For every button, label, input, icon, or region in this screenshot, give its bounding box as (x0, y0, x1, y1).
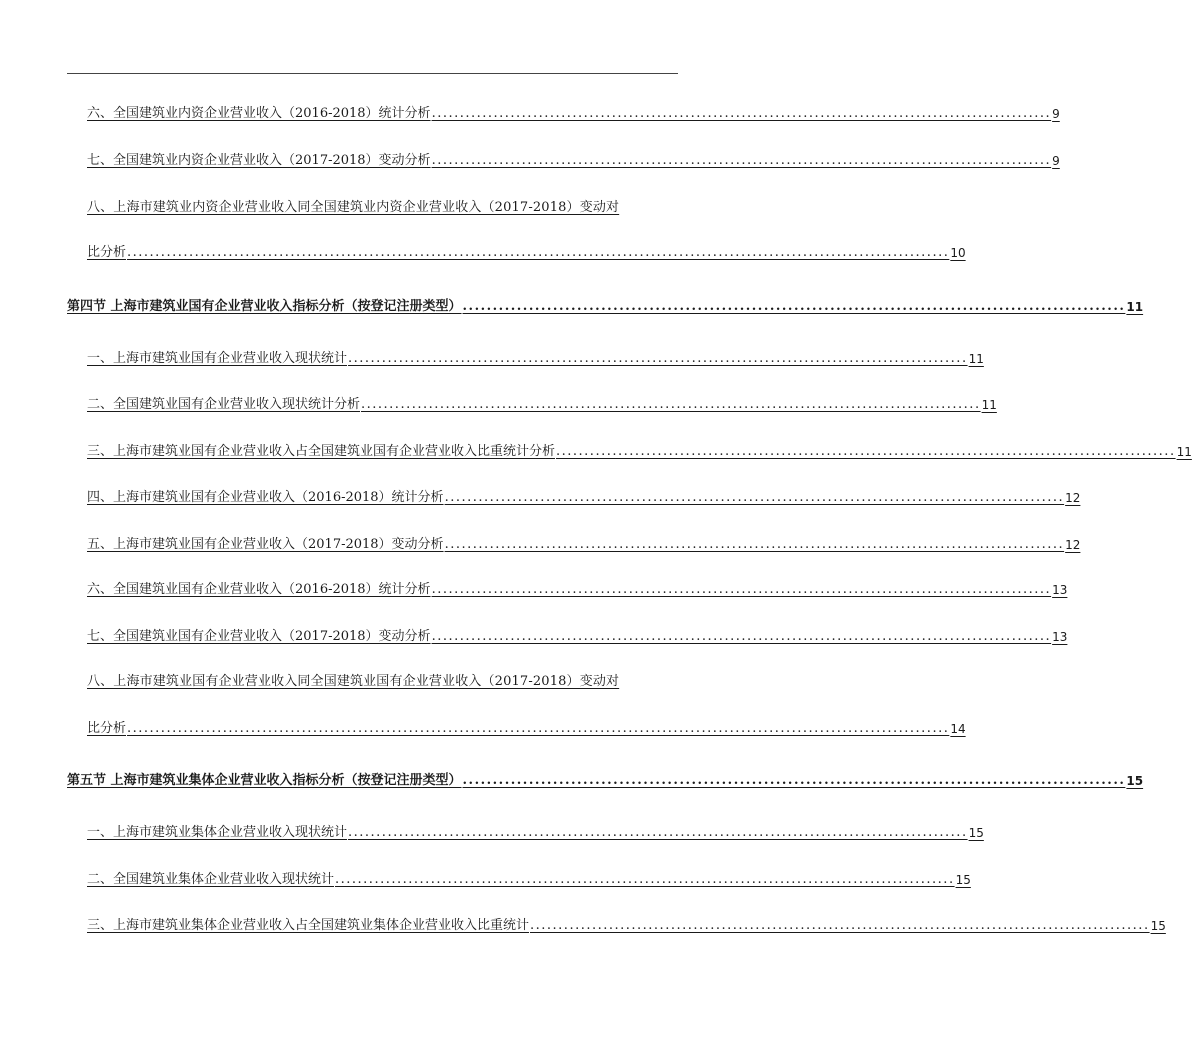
toc-entry[interactable] (87, 914, 1166, 934)
toc-entry-title: 三、上海市建筑业集体企业营业收入占全国建筑业集体企业营业收入比重统计 (87, 918, 530, 933)
toc-entry-wrapped-first-line[interactable] (87, 196, 678, 216)
toc-dot-leader: .................................................................................................................................................. (127, 245, 950, 260)
toc-entry-title: 八、上海市建筑业国有企业营业收入同全国建筑业国有企业营业收入（2017-2018）变动对 (87, 674, 620, 689)
toc-entry-title: 第四节 上海市建筑业国有企业营业收入指标分析（按登记注册类型） (67, 299, 462, 314)
toc-entry-title: 比分析 (87, 721, 127, 736)
toc-page-number: 9 (1052, 107, 1060, 121)
toc-entry[interactable] (87, 486, 1081, 506)
toc-entry[interactable] (87, 347, 984, 367)
toc-page-number: 15 (955, 873, 971, 887)
toc-entry[interactable] (87, 393, 997, 413)
toc-entry[interactable] (87, 578, 1068, 598)
toc-page-number: 15 (1126, 774, 1144, 788)
toc-entry[interactable] (87, 149, 1060, 169)
toc-dot-leader: .............................................................................................................. (431, 582, 1052, 597)
toc-entry[interactable] (87, 102, 1060, 122)
toc-entry-title: 一、上海市建筑业集体企业营业收入现状统计 (87, 825, 348, 840)
toc-page-number: 15 (968, 826, 984, 840)
toc-dot-leader: .............................................................................................................. (431, 629, 1052, 644)
toc-entry-title: 八、上海市建筑业内资企业营业收入同全国建筑业内资企业营业收入（2017-2018）变动对 (87, 200, 620, 215)
toc-dot-leader: .............................................................................................................. (444, 537, 1065, 552)
toc-dot-leader: .............................................................................................................. (462, 299, 1126, 314)
toc-entry-title: 六、全国建筑业内资企业营业收入（2016-2018）统计分析 (87, 106, 431, 121)
toc-entry[interactable] (87, 533, 1081, 553)
toc-entry[interactable] (87, 821, 984, 841)
toc-page-number: 14 (950, 722, 966, 736)
toc-page-number: 13 (1052, 630, 1068, 644)
toc-page-number: 11 (1176, 445, 1192, 459)
toc-page-number: 11 (981, 398, 997, 412)
toc-dot-leader: .............................................................................................................. (335, 872, 955, 887)
toc-page-number: 11 (968, 352, 984, 366)
toc-dot-leader: .............................................................................................................. (462, 773, 1126, 788)
toc-entry-title: 二、全国建筑业国有企业营业收入现状统计分析 (87, 397, 361, 412)
toc-dot-leader: .............................................................................................................. (530, 918, 1150, 933)
toc-entry-wrapped-first-line[interactable] (87, 670, 678, 690)
toc-entry[interactable] (87, 625, 1068, 645)
toc-dot-leader: .............................................................................................................. (348, 825, 968, 840)
toc-entry-wrapped-last-line[interactable] (87, 241, 966, 261)
toc-page-number: 11 (1126, 300, 1144, 314)
toc-dot-leader: .............................................................................................................. (556, 444, 1176, 459)
toc-page-number: 15 (1150, 919, 1166, 933)
toc-entry[interactable] (87, 440, 1192, 460)
toc-entry-title: 比分析 (87, 245, 127, 260)
toc-page-number: 13 (1052, 583, 1068, 597)
toc-section-heading[interactable] (67, 769, 1144, 789)
toc-dot-leader: .................................................................................................................................................. (127, 721, 950, 736)
toc-entry-title: 二、全国建筑业集体企业营业收入现状统计 (87, 872, 335, 887)
toc-page-number: 12 (1065, 538, 1081, 552)
toc-entry[interactable] (87, 868, 971, 888)
toc-entry-title: 四、上海市建筑业国有企业营业收入（2016-2018）统计分析 (87, 490, 444, 505)
toc-page-number: 10 (950, 246, 966, 260)
toc-dot-leader: .............................................................................................................. (361, 397, 981, 412)
header-rule (67, 73, 678, 74)
toc-entry-title: 一、上海市建筑业国有企业营业收入现状统计 (87, 351, 348, 366)
toc-entry-title: 六、全国建筑业国有企业营业收入（2016-2018）统计分析 (87, 582, 431, 597)
toc-section-heading[interactable] (67, 295, 1144, 315)
toc-dot-leader: .............................................................................................................. (431, 106, 1052, 121)
toc-entry-wrapped-last-line[interactable] (87, 717, 966, 737)
toc-entry-title: 五、上海市建筑业国有企业营业收入（2017-2018）变动分析 (87, 537, 444, 552)
toc-page-number: 12 (1065, 491, 1081, 505)
toc-dot-leader: .............................................................................................................. (444, 490, 1065, 505)
toc-entry-title: 第五节 上海市建筑业集体企业营业收入指标分析（按登记注册类型） (67, 773, 462, 788)
toc-dot-leader: .............................................................................................................. (348, 351, 968, 366)
toc-page-number: 9 (1052, 154, 1060, 168)
toc-entry-title: 七、全国建筑业国有企业营业收入（2017-2018）变动分析 (87, 629, 431, 644)
toc-dot-leader: .............................................................................................................. (431, 153, 1052, 168)
toc-entry-title: 七、全国建筑业内资企业营业收入（2017-2018）变动分析 (87, 153, 431, 168)
toc-entry-title: 三、上海市建筑业国有企业营业收入占全国建筑业国有企业营业收入比重统计分析 (87, 444, 556, 459)
